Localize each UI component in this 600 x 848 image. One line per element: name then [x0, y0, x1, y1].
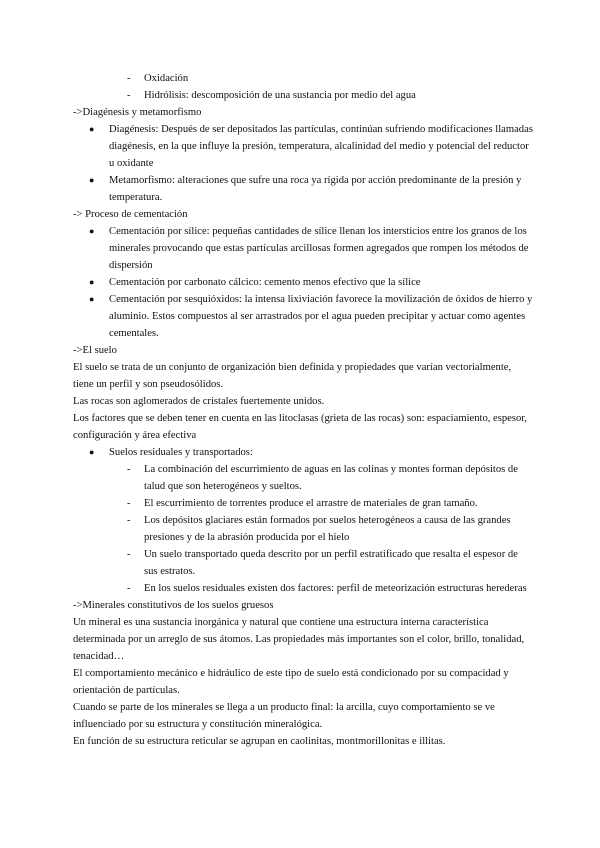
- paragraph: Cuando se parte de los minerales se llega a un producto final: la arcilla, cuyo comportamiento se ve influenciado por su estructura y constitución mineralógica.: [73, 702, 495, 730]
- document-body: [73, 70, 533, 750]
- list-item: - Oxidación: [144, 70, 533, 87]
- dash-marker: -: [127, 73, 131, 84]
- list-item: ● Cementación por sílice: pequeñas cantidades de sílice llenan los intersticios entre los granos de los minerales provocando que estas partículas arcillosas formen agregados que rompen los métodos de dispersión: [73, 223, 533, 274]
- bullet-marker: ●: [89, 277, 95, 287]
- paragraph: El suelo se trata de un conjunto de organización bien definida y propiedades que varían vectorialmente, tiene un perfil y son pseudosólidos.: [73, 362, 512, 390]
- list-item: - Los depósitos glaciares están formados por suelos heterogéneos a causa de las grandes presiones y de la abrasión producida por el hielo: [144, 512, 533, 546]
- list-item: ● Cementación por carbonato cálcico: cemento menos efectivo que la sílice: [73, 274, 533, 291]
- bullet-marker: ●: [89, 175, 95, 185]
- list-item: - Hidrólisis: descomposición de una sustancia por medio del agua: [144, 87, 533, 104]
- list-item: ● Metamorfismo: alteraciones que sufre una roca ya rígida por acción predominante de la presión y temperatura.: [73, 172, 533, 206]
- list-item: - La combinación del escurrimiento de aguas en las colinas y montes forman depósitos de talud que son heterogéneos y sueltos.: [144, 461, 533, 495]
- list-item: - En los suelos residuales existen dos factores: perfil de meteorización estructuras herederas: [144, 580, 533, 597]
- section-heading-diagenesis: ->Diagénesis y metamorfismo: [73, 107, 202, 118]
- paragraph: Las rocas son aglomerados de cristales fuertemente unidos.: [73, 396, 325, 407]
- bullet-marker: ●: [89, 226, 95, 236]
- top-dash-list: [73, 70, 533, 104]
- paragraph: Un mineral es una sustancia inorgánica y natural que contiene una estructura interna característica determinada por un arreglo de sus átomos. Las propiedades más importantes son el color, brillo, tonalidad, tenacidad…: [73, 617, 525, 662]
- dash-marker: -: [127, 515, 131, 526]
- list-item: ● Cementación por sesquióxidos: la intensa lixiviación favorece la movilización de óxidos de hierro y aluminio. Estos compuestos al ser arrastrados por el agua pueden precipitar y actuar como agentes cementales.: [73, 291, 533, 342]
- list-item: - Un suelo transportado queda descrito por un perfil estratificado que resalta el espesor de sus estratos.: [144, 546, 533, 580]
- section-heading-minerales: ->Minerales constitutivos de los suelos gruesos: [73, 600, 274, 611]
- bullet-marker: ●: [89, 447, 95, 457]
- paragraph: En función de su estructura reticular se agrupan en caolinitas, montmorillonitas e illitas.: [73, 736, 446, 747]
- section-heading-cementacion: -> Proceso de cementación: [73, 209, 188, 220]
- paragraph: El comportamiento mecánico e hidráulico de este tipo de suelo está condicionado por su compacidad y orientación de partículas.: [73, 668, 509, 696]
- dash-marker: -: [127, 583, 131, 594]
- dash-marker: -: [127, 464, 131, 475]
- cementacion-list: [73, 223, 533, 342]
- list-item: ● Suelos residuales y transportados:: [73, 444, 533, 461]
- bullet-marker: ●: [89, 124, 95, 134]
- suelos-list: [73, 444, 533, 461]
- suelos-sub-list: [73, 461, 533, 597]
- dash-marker: -: [127, 549, 131, 560]
- paragraph: Los factores que se deben tener en cuenta en las litoclasas (grieta de las rocas) son: espaciamiento, espesor, configuración y área efectiva: [73, 413, 528, 441]
- list-item: ● Diagénesis: Después de ser depositados las partículas, continúan sufriendo modificaciones llamadas diagénesis, en la que influye la presión, temperatura, alcalinidad del medio y potencial del reductor u oxidante: [73, 121, 533, 172]
- dash-marker: -: [127, 90, 131, 101]
- dash-marker: -: [127, 498, 131, 509]
- diagenesis-list: [73, 121, 533, 206]
- bullet-marker: ●: [89, 294, 95, 304]
- section-heading-suelo: ->El suelo: [73, 345, 117, 356]
- list-item: - El escurrimiento de torrentes produce el arrastre de materiales de gran tamaño.: [144, 495, 533, 512]
